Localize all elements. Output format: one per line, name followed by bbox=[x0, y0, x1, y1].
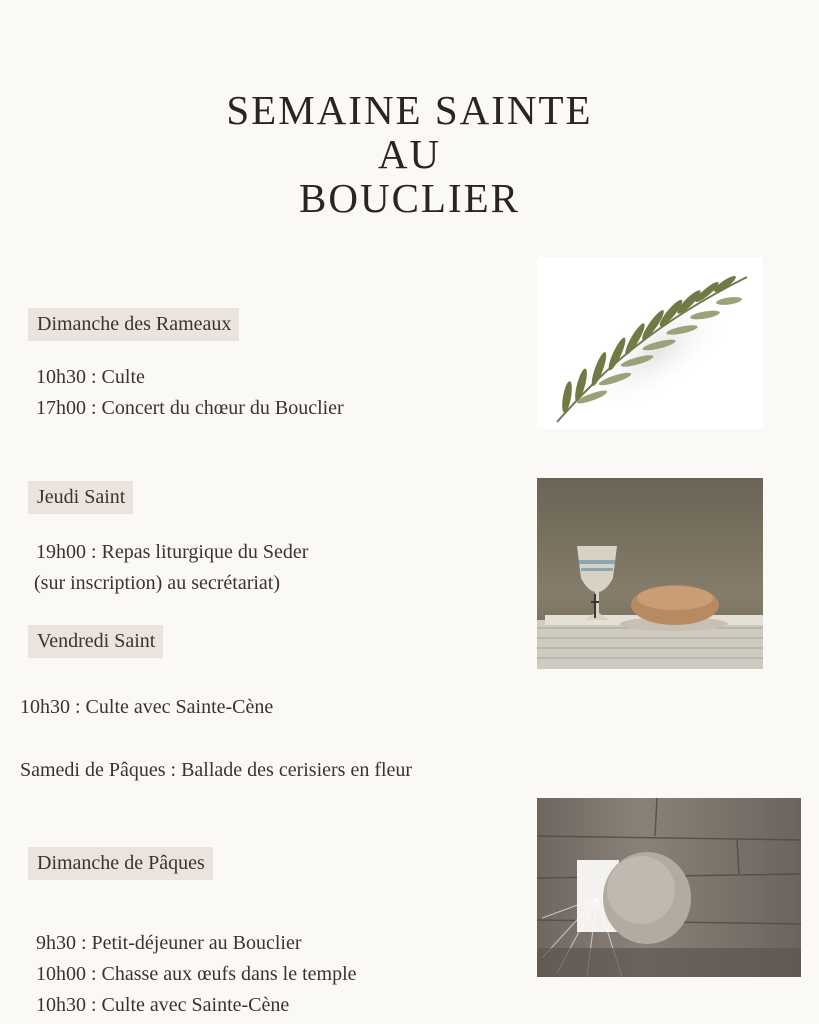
event-line: 10h00 : Chasse aux œufs dans le temple bbox=[36, 963, 357, 985]
chalice-and-bread-icon bbox=[537, 478, 763, 669]
section-label-vendredi: Vendredi Saint bbox=[28, 625, 163, 658]
event-line: 10h30 : Culte bbox=[36, 366, 145, 388]
chalice-bread-image bbox=[537, 478, 763, 669]
event-line: 10h30 : Culte avec Sainte-Cène bbox=[20, 696, 274, 718]
section-label-jeudi: Jeudi Saint bbox=[28, 481, 133, 514]
page-title bbox=[0, 88, 819, 220]
event-line: 9h30 : Petit-déjeuner au Bouclier bbox=[36, 932, 302, 954]
event-line: 19h00 : Repas liturgique du Seder bbox=[36, 541, 309, 563]
event-line-samedi: Samedi de Pâques : Ballade des cerisiers en fleur bbox=[20, 759, 413, 781]
section-label-rameaux: Dimanche des Rameaux bbox=[28, 308, 239, 341]
title-line-1: SEMAINE SAINTE bbox=[226, 87, 593, 133]
title-line-3: BOUCLIER bbox=[299, 175, 520, 221]
empty-tomb-image bbox=[537, 798, 801, 977]
olive-branch-icon bbox=[537, 257, 763, 429]
olive-branch-image bbox=[537, 257, 763, 429]
section-label-paques: Dimanche de Pâques bbox=[28, 847, 213, 880]
title-line-2: AU bbox=[377, 131, 442, 177]
event-line: (sur inscription) au secrétariat) bbox=[34, 572, 281, 594]
event-line: 10h30 : Culte avec Sainte-Cène bbox=[36, 994, 290, 1016]
event-line: 17h00 : Concert du chœur du Bouclier bbox=[36, 397, 344, 419]
empty-tomb-icon bbox=[537, 798, 801, 977]
